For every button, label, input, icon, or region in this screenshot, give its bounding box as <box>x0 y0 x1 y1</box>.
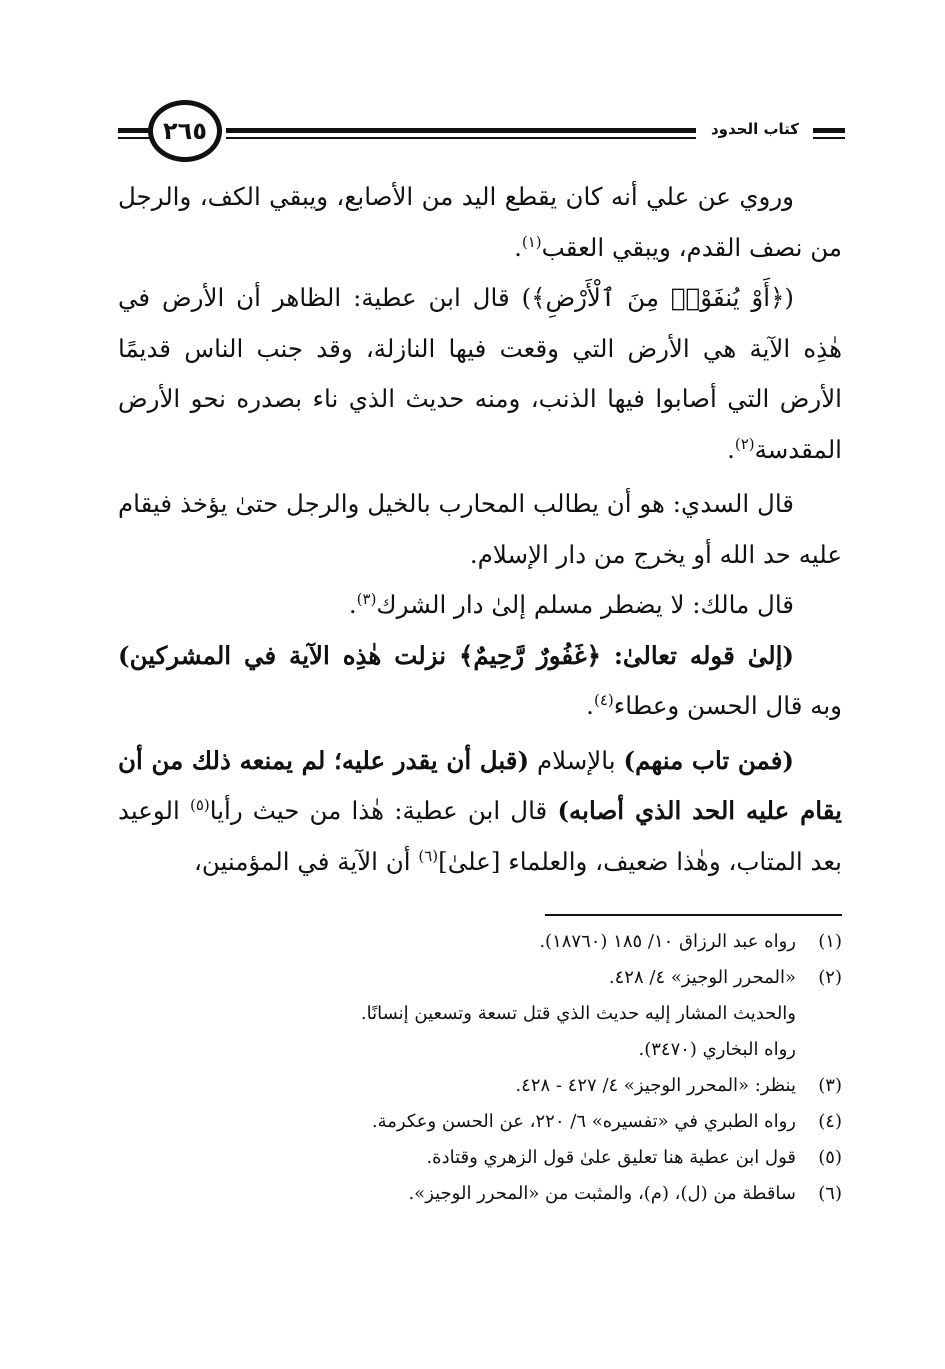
footnote-number: (٥) <box>818 1147 842 1168</box>
paragraph-text: أن الآية في المؤمنين، <box>193 846 419 876</box>
header-rule <box>813 128 845 133</box>
paragraph-text: (﴿أَوْ يُنفَوْا۟ مِنَ ٱلْأَرْضِ﴾) قال ابن عطية: الظاهر أن الأرض في هٰذِه الآية هي الأرض التي وقعت فيها النازلة، وقد جنب الناس قديمًا الأرض التي أصابوا فيها الذنب، ومنه حديث الذي ناء بصدره نحو الأرض المقدسة <box>118 283 842 464</box>
footnote-ref: (٣) <box>356 589 377 608</box>
page-number-badge <box>148 100 222 162</box>
quoted-matn: (فمن تاب منهم) <box>623 745 795 775</box>
footnote-continuation: والحديث المشار إليه حديث الذي قتل تسعة وتسعين إنسانًا. <box>360 1003 796 1024</box>
footnote <box>118 1176 842 1212</box>
paragraph-text: . <box>727 434 735 464</box>
quoted-matn: (إلىٰ قوله تعالىٰ: ﴿غَفُورٌ رَّحِيمٌ﴾ نزلت هٰذِه الآية في المشركين) <box>118 640 794 670</box>
footnote-number: (١) <box>818 931 842 952</box>
paragraph <box>118 736 842 888</box>
paragraph <box>118 580 842 631</box>
footnote-text: قول ابن عطية هنا تعليق علىٰ قول الزهري وقتادة. <box>426 1147 796 1168</box>
paragraph <box>118 172 842 273</box>
header-rule <box>118 137 152 139</box>
footnote-text: رواه عبد الرزاق ١٠/ ١٨٥ (١٨٧٦٠). <box>539 931 796 952</box>
header-rule <box>118 128 152 133</box>
paragraph-text: قال ابن عطية: هٰذا من حيث رأيا <box>209 796 558 825</box>
quoted-matn: (قبل أن يقدر عليه؛ لم يمنعه ذلك من أن يقام عليه الحد الذي أصابه) <box>118 745 842 825</box>
paragraph-text: قال السدي: هو أن يطالب المحارب بالخيل والرجل حتىٰ يؤخذ فيقام عليه حد الله أو يخرج من دار الإسلام. <box>118 489 842 569</box>
footnote <box>118 924 842 960</box>
paragraph-text: . <box>348 590 357 619</box>
header-rule <box>226 137 696 139</box>
footnote-ref: (٢) <box>734 434 755 453</box>
page-number: ٢٦٥ <box>163 117 207 145</box>
footnote <box>118 1140 842 1176</box>
footnote-text: رواه الطبري في «تفسيره» ٦/ ٢٢٠، عن الحسن وعكرمة. <box>371 1111 796 1132</box>
running-title: كتاب الحدود <box>710 120 800 138</box>
paragraph-text: وبه قال الحسن وعطاء <box>613 691 842 720</box>
footnote-separator <box>545 914 842 916</box>
paragraph-text: قال مالك: لا يضطر مسلم إلىٰ دار الشرك <box>376 590 794 619</box>
footnotes <box>118 924 842 1212</box>
main-text <box>118 172 842 887</box>
footnote-text: «المحرر الوجيز» ٤/ ٤٢٨. <box>608 967 796 988</box>
footnote-number: (٦) <box>818 1183 842 1204</box>
header-rule <box>226 128 696 133</box>
paragraph <box>118 273 842 475</box>
footnote-ref: (١) <box>521 232 542 251</box>
footnote <box>118 960 842 996</box>
footnote-ref: (٥) <box>189 795 210 814</box>
paragraph-text: . <box>514 232 522 262</box>
paragraph-text: الوعيد بعد المتاب، وهٰذا ضعيف، والعلماء [علىٰ] <box>118 796 842 876</box>
footnote-text: ساقطة من (ل)، (م)، والمثبت من «المحرر الوجيز». <box>408 1183 796 1204</box>
paragraph <box>118 479 842 580</box>
footnote <box>118 1104 842 1140</box>
footnote-number: (٢) <box>818 967 842 988</box>
paragraph-text: . <box>586 691 594 720</box>
footnote-number: (٤) <box>818 1111 842 1132</box>
footnote-continuation: رواه البخاري (٣٤٧٠). <box>638 1039 796 1060</box>
paragraph-text: بالإسلام <box>529 745 624 775</box>
paragraph-text: وروي عن علي أنه كان يقطع اليد من الأصابع، ويبقي الكف، والرجل من نصف القدم، ويبقي العقب <box>118 182 842 262</box>
footnote-text: ينظر: «المحرر الوجيز» ٤/ ٤٢٧ - ٤٢٨. <box>515 1075 796 1096</box>
footnote-ref: (٦) <box>418 846 439 865</box>
header-rule <box>813 137 845 139</box>
footnote-ref: (٤) <box>593 690 614 709</box>
paragraph <box>118 631 842 732</box>
footnote <box>118 1068 842 1104</box>
footnote-number: (٣) <box>818 1075 842 1096</box>
